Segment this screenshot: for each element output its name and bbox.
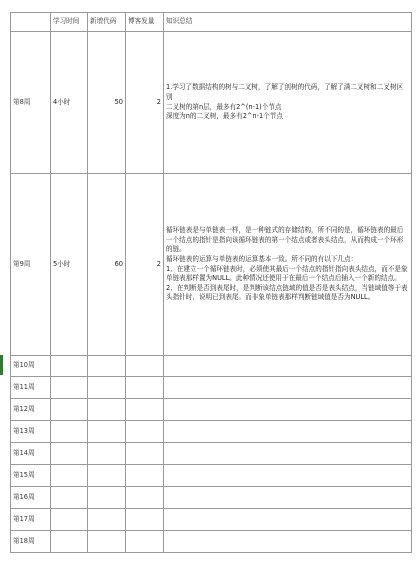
table-row xyxy=(11,509,412,531)
summary-line: 二叉树的第n层，最多有2^(n-1)个节点 xyxy=(166,102,282,111)
blog-cell[interactable] xyxy=(126,377,164,399)
table-row xyxy=(11,399,412,421)
summary-cell[interactable] xyxy=(164,174,412,356)
week-cell[interactable]: 第10周 xyxy=(11,356,51,377)
week-cell[interactable]: 第13周 xyxy=(11,421,51,443)
table-row xyxy=(11,465,412,487)
header-row xyxy=(11,13,412,32)
blog-cell[interactable] xyxy=(126,465,164,487)
blog-cell[interactable] xyxy=(126,509,164,531)
summary-line: 循环链表是与单链表一样，是一种链式的存储结构，所不同的是，循环链表的最后一个结点的指针是指向该循环链表的第一个结点或者表头结点，从而构成一个环形的链。 xyxy=(166,226,404,254)
table-row xyxy=(11,487,412,509)
code-cell[interactable] xyxy=(88,356,126,377)
header-cell-blog[interactable]: 博客发量 xyxy=(126,13,164,32)
summary-cell[interactable] xyxy=(164,377,412,399)
time-cell[interactable]: 4小时 xyxy=(51,32,88,174)
summary-line: 1.学习了数据结构的树与二叉树，了解了创树的代码，了解了满二叉树和二叉树区别 xyxy=(166,83,404,101)
code-cell[interactable] xyxy=(88,531,126,553)
table-row xyxy=(11,356,412,377)
blog-cell[interactable] xyxy=(126,531,164,553)
time-cell[interactable]: 5小时 xyxy=(51,174,88,356)
summary-cell[interactable] xyxy=(164,509,412,531)
blog-cell[interactable] xyxy=(126,487,164,509)
code-cell[interactable] xyxy=(88,399,126,421)
week-cell[interactable]: 第11周 xyxy=(11,377,51,399)
summary-cell[interactable] xyxy=(164,399,412,421)
table-row xyxy=(11,32,412,174)
code-cell[interactable] xyxy=(88,509,126,531)
week-cell[interactable]: 第16周 xyxy=(11,487,51,509)
week-cell[interactable]: 第14周 xyxy=(11,443,51,465)
row-selection-marker xyxy=(0,355,3,375)
code-cell[interactable]: 50 xyxy=(88,32,126,174)
time-cell[interactable] xyxy=(51,509,88,531)
time-cell[interactable] xyxy=(51,421,88,443)
header-cell-time[interactable]: 学习时间 xyxy=(51,13,88,32)
code-cell[interactable] xyxy=(88,443,126,465)
time-cell[interactable] xyxy=(51,356,88,377)
time-cell[interactable] xyxy=(51,399,88,421)
summary-line: 1、在建立一个循环链表时，必须使其最后一个结点的指针指向表头结点，而不是象单链表那样置为NULL。此种情况还使用于在最后一个结点后插入一个新的结点。 xyxy=(166,264,408,283)
summary-cell[interactable] xyxy=(164,356,412,377)
summary-cell[interactable] xyxy=(164,443,412,465)
study-log-table xyxy=(10,12,412,553)
code-cell[interactable] xyxy=(88,377,126,399)
time-cell[interactable] xyxy=(51,465,88,487)
time-cell[interactable] xyxy=(51,377,88,399)
blog-cell[interactable]: 2 xyxy=(126,174,164,356)
summary-cell[interactable] xyxy=(164,531,412,553)
week-cell[interactable]: 第12周 xyxy=(11,399,51,421)
code-cell[interactable] xyxy=(88,487,126,509)
summary-cell[interactable] xyxy=(164,32,412,174)
table-row xyxy=(11,443,412,465)
week-cell[interactable]: 第8周 xyxy=(11,32,51,174)
week-cell[interactable]: 第18周 xyxy=(11,531,51,553)
blog-cell[interactable] xyxy=(126,443,164,465)
table-row xyxy=(11,531,412,553)
time-cell[interactable] xyxy=(51,487,88,509)
code-cell[interactable] xyxy=(88,465,126,487)
summary-line: 深度为n的二叉树，最多有2^n-1个节点 xyxy=(166,112,283,121)
table-row xyxy=(11,174,412,356)
header-cell-summary[interactable]: 知识总结 xyxy=(164,13,412,32)
blog-cell[interactable] xyxy=(126,421,164,443)
blog-cell[interactable]: 2 xyxy=(126,32,164,174)
summary-line: 2、在判断是否到表尾时，是判断该结点链域的值是否是表头结点，当链域值等于表头指针时，说明已到表尾。而非象单链表那样判断链域值是否为NULL。 xyxy=(166,283,408,302)
week-cell[interactable]: 第15周 xyxy=(11,465,51,487)
table-row xyxy=(11,377,412,399)
summary-line: 循环链表的运算与单链表的运算基本一致。所不同的有以下几点： xyxy=(166,254,358,263)
code-cell[interactable] xyxy=(88,421,126,443)
blog-cell[interactable] xyxy=(126,399,164,421)
time-cell[interactable] xyxy=(51,443,88,465)
code-cell[interactable]: 60 xyxy=(88,174,126,356)
week-cell[interactable]: 第9周 xyxy=(11,174,51,356)
summary-cell[interactable] xyxy=(164,487,412,509)
header-cell-code[interactable]: 新增代码 xyxy=(88,13,126,32)
summary-cell[interactable] xyxy=(164,465,412,487)
week-cell[interactable]: 第17周 xyxy=(11,509,51,531)
table-row xyxy=(11,421,412,443)
header-cell-corner[interactable] xyxy=(11,13,51,32)
blog-cell[interactable] xyxy=(126,356,164,377)
time-cell[interactable] xyxy=(51,531,88,553)
summary-cell[interactable] xyxy=(164,421,412,443)
